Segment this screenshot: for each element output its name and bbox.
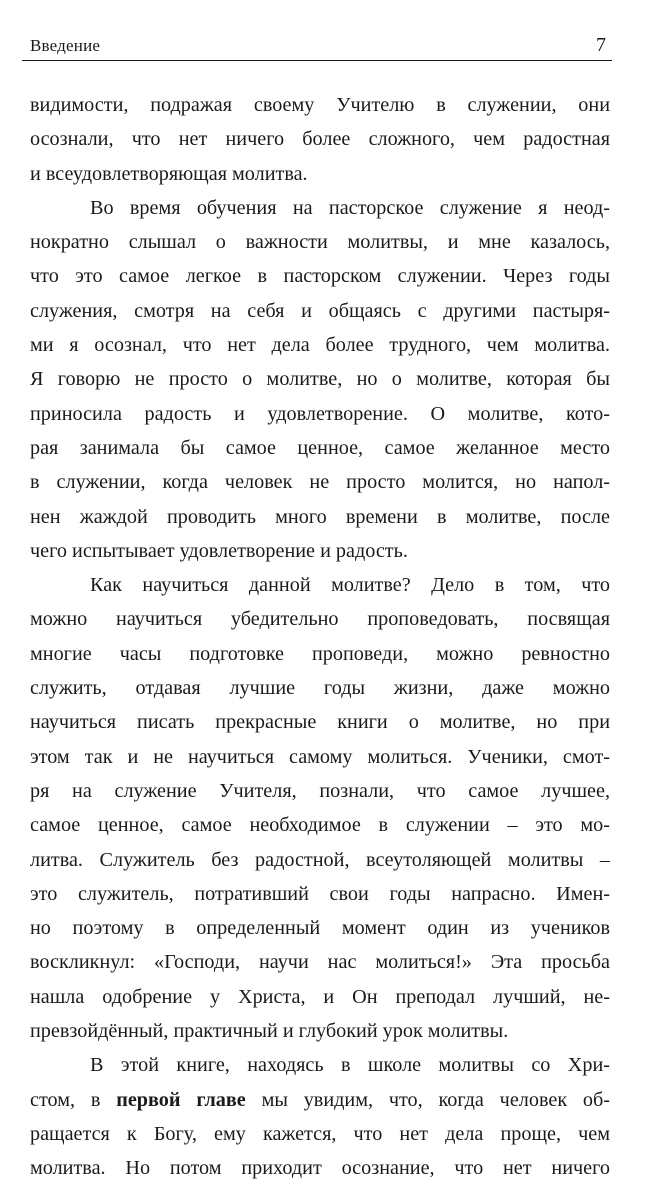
text-line: приносила радость и удовлетворение. О молитве, кото- — [30, 402, 610, 425]
text-line: но поэтому в определенный момент один из учеников — [30, 917, 610, 940]
text-line: В этой книге, находясь в школе молитвы со Хри- — [90, 1054, 610, 1077]
text-line: это служитель, потративший свои годы напрасно. Имен- — [30, 882, 610, 905]
text-run: мы увидим, что, когда человек об- — [261, 1088, 610, 1111]
text-line: нен жаждой проводить много времени в молитве, после — [30, 505, 610, 528]
text-line: литва. Служитель без радостной, всеутоляющей молитвы – — [30, 848, 610, 871]
running-head — [22, 34, 612, 61]
chapter-reference: первой главе — [116, 1088, 246, 1111]
body-text — [30, 88, 610, 1186]
text-line: видимости, подражая своему Учителю в служении, они — [30, 94, 610, 116]
text-line: осознали, что нет ничего более сложного, чем радостная — [30, 128, 610, 151]
text-line: ря на служение Учителя, познали, что самое лучшее, — [30, 779, 610, 802]
paragraph — [30, 191, 610, 568]
text-line: рая занимала бы самое ценное, самое желанное место — [30, 436, 610, 459]
paragraph — [30, 568, 610, 1048]
section-title: Введение — [30, 36, 101, 55]
text-line: Я говорю не просто о молитве, но о молитве, которая бы — [30, 368, 610, 391]
text-line: и всеудовлетворяющая молитва. — [30, 162, 308, 185]
text-line: ращается к Богу, ему кажется, что нет дела проще, чем — [30, 1122, 610, 1145]
page-number: 7 — [596, 34, 606, 56]
text-line: в служении, когда человек не просто молится, но напол- — [30, 471, 610, 494]
text-line: научиться писать прекрасные книги о молитве, но при — [30, 711, 610, 734]
text-line: воскликнул: «Господи, научи нас молиться!» Эта просьба — [30, 951, 610, 974]
text-line: ми я осознал, что нет дела более трудного, чем молитва. — [30, 334, 610, 357]
text-line: служить, отдавая лучшие годы жизни, даже можно — [30, 677, 610, 700]
text-line: нократно слышал о важности молитвы, и мне казалось, — [30, 231, 610, 254]
text-line: Во время обучения на пасторское служение я неод- — [90, 196, 610, 219]
text-line: чего испытывает удовлетворение и радость. — [30, 539, 408, 562]
text-line: нашла одобрение у Христа, и Он преподал лучший, не- — [30, 985, 610, 1008]
text-line: многие часы подготовке проповеди, можно ревностно — [30, 642, 610, 665]
text-line: самое ценное, самое необходимое в служении – это мо- — [30, 814, 610, 837]
text-run: стом, в — [30, 1088, 101, 1111]
text-line: превзойдённый, практичный и глубокий урок молитвы. — [30, 1020, 509, 1043]
text-line — [30, 1083, 610, 1117]
text-line: можно научиться убедительно проповедовать, посвящая — [30, 608, 610, 631]
text-line: служения, смотря на себя и общаясь с другими пастыря- — [30, 299, 610, 322]
text-line: Как научиться данной молитве? Дело в том, что — [90, 574, 610, 597]
text-line: что это самое легкое в пасторском служении. Через годы — [30, 265, 610, 288]
paragraph — [30, 88, 610, 191]
text-line: этом так и не научиться самому молиться. Ученики, смот- — [30, 745, 610, 768]
paragraph — [30, 1048, 610, 1185]
text-line: молитва. Но потом приходит осознание, что нет ничего — [30, 1157, 610, 1180]
